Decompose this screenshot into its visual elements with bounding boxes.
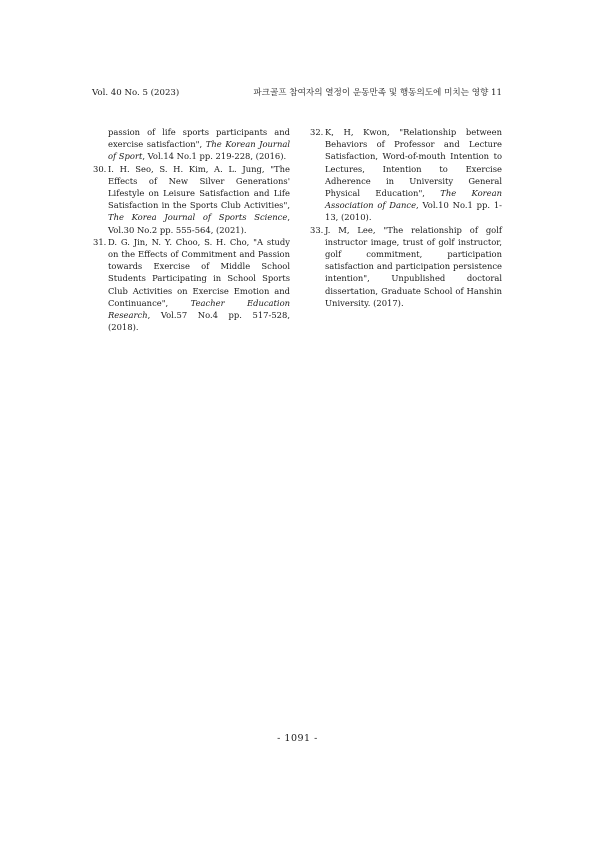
volume-issue: Vol. 40 No. 5 (2023) [92, 88, 180, 98]
reference-text: I. H. Seo, S. H. Kim, A. L. Jung, "The Effects of New Silver Generations' Lifestyle on Leisure Satisfaction and Life Satisfaction in the Sports Club Activities", [108, 163, 290, 211]
reference-text: passion of life sports participants and exercise satisfaction", [108, 127, 290, 150]
reference-text: K, H, Kwon, "Relationship between Behaviors of Professor and Lecture Satisfaction, Word-of-mouth Intention to Lectures, Intention to Exercise Adherence in University General Physical Education", [325, 127, 502, 199]
references-column-left [93, 126, 290, 333]
running-header [92, 86, 502, 100]
references-column-right [310, 126, 502, 309]
running-title: 파크골프 참여자의 열정이 운동만족 및 행동의도에 미치는 영향 11 [253, 88, 502, 98]
reference-details: , Vol.14 No.1 pp. 219-228, (2016). [142, 151, 287, 162]
reference-item [93, 163, 290, 236]
reference-number: 31. [93, 236, 107, 247]
reference-journal: The Korea Journal of Sports Science [108, 212, 288, 223]
page-number: - 1091 - [277, 733, 318, 744]
reference-details: , Vol.30 No.2 pp. 555-564, (2021). [108, 212, 290, 235]
reference-journal: The Korean Association of Dance [325, 188, 502, 211]
reference-text: J. M, Lee, "The relationship of golf instructor image, trust of golf instructor, golf commitment, participation satisfaction and participation persistence intention", Unpublished doctoral dissertation, Graduate School of Hanshin University. (2017). [325, 224, 502, 308]
reference-item [93, 126, 290, 163]
reference-journal: The Korean Journal of Sport [108, 139, 291, 162]
reference-number: 33. [310, 224, 324, 235]
reference-item [310, 224, 502, 309]
reference-number: 30. [93, 163, 107, 174]
reference-text: D. G. Jin, N. Y. Choo, S. H. Cho, "A study on the Effects of Commitment and Passion towards Exercise of Middle School Students Participating in School Sports Club Activities on Exercise Emotion and Continuance", [108, 236, 290, 308]
reference-journal: Teacher Education Research [108, 297, 291, 321]
reference-item [93, 236, 290, 334]
reference-item [310, 126, 502, 224]
reference-details: , Vol.10 No.1 pp. 1-13, (2010). [325, 200, 502, 223]
reference-number: 32. [310, 127, 324, 137]
reference-details: , Vol.57 No.4 pp. 517-528, (2018). [108, 310, 290, 333]
